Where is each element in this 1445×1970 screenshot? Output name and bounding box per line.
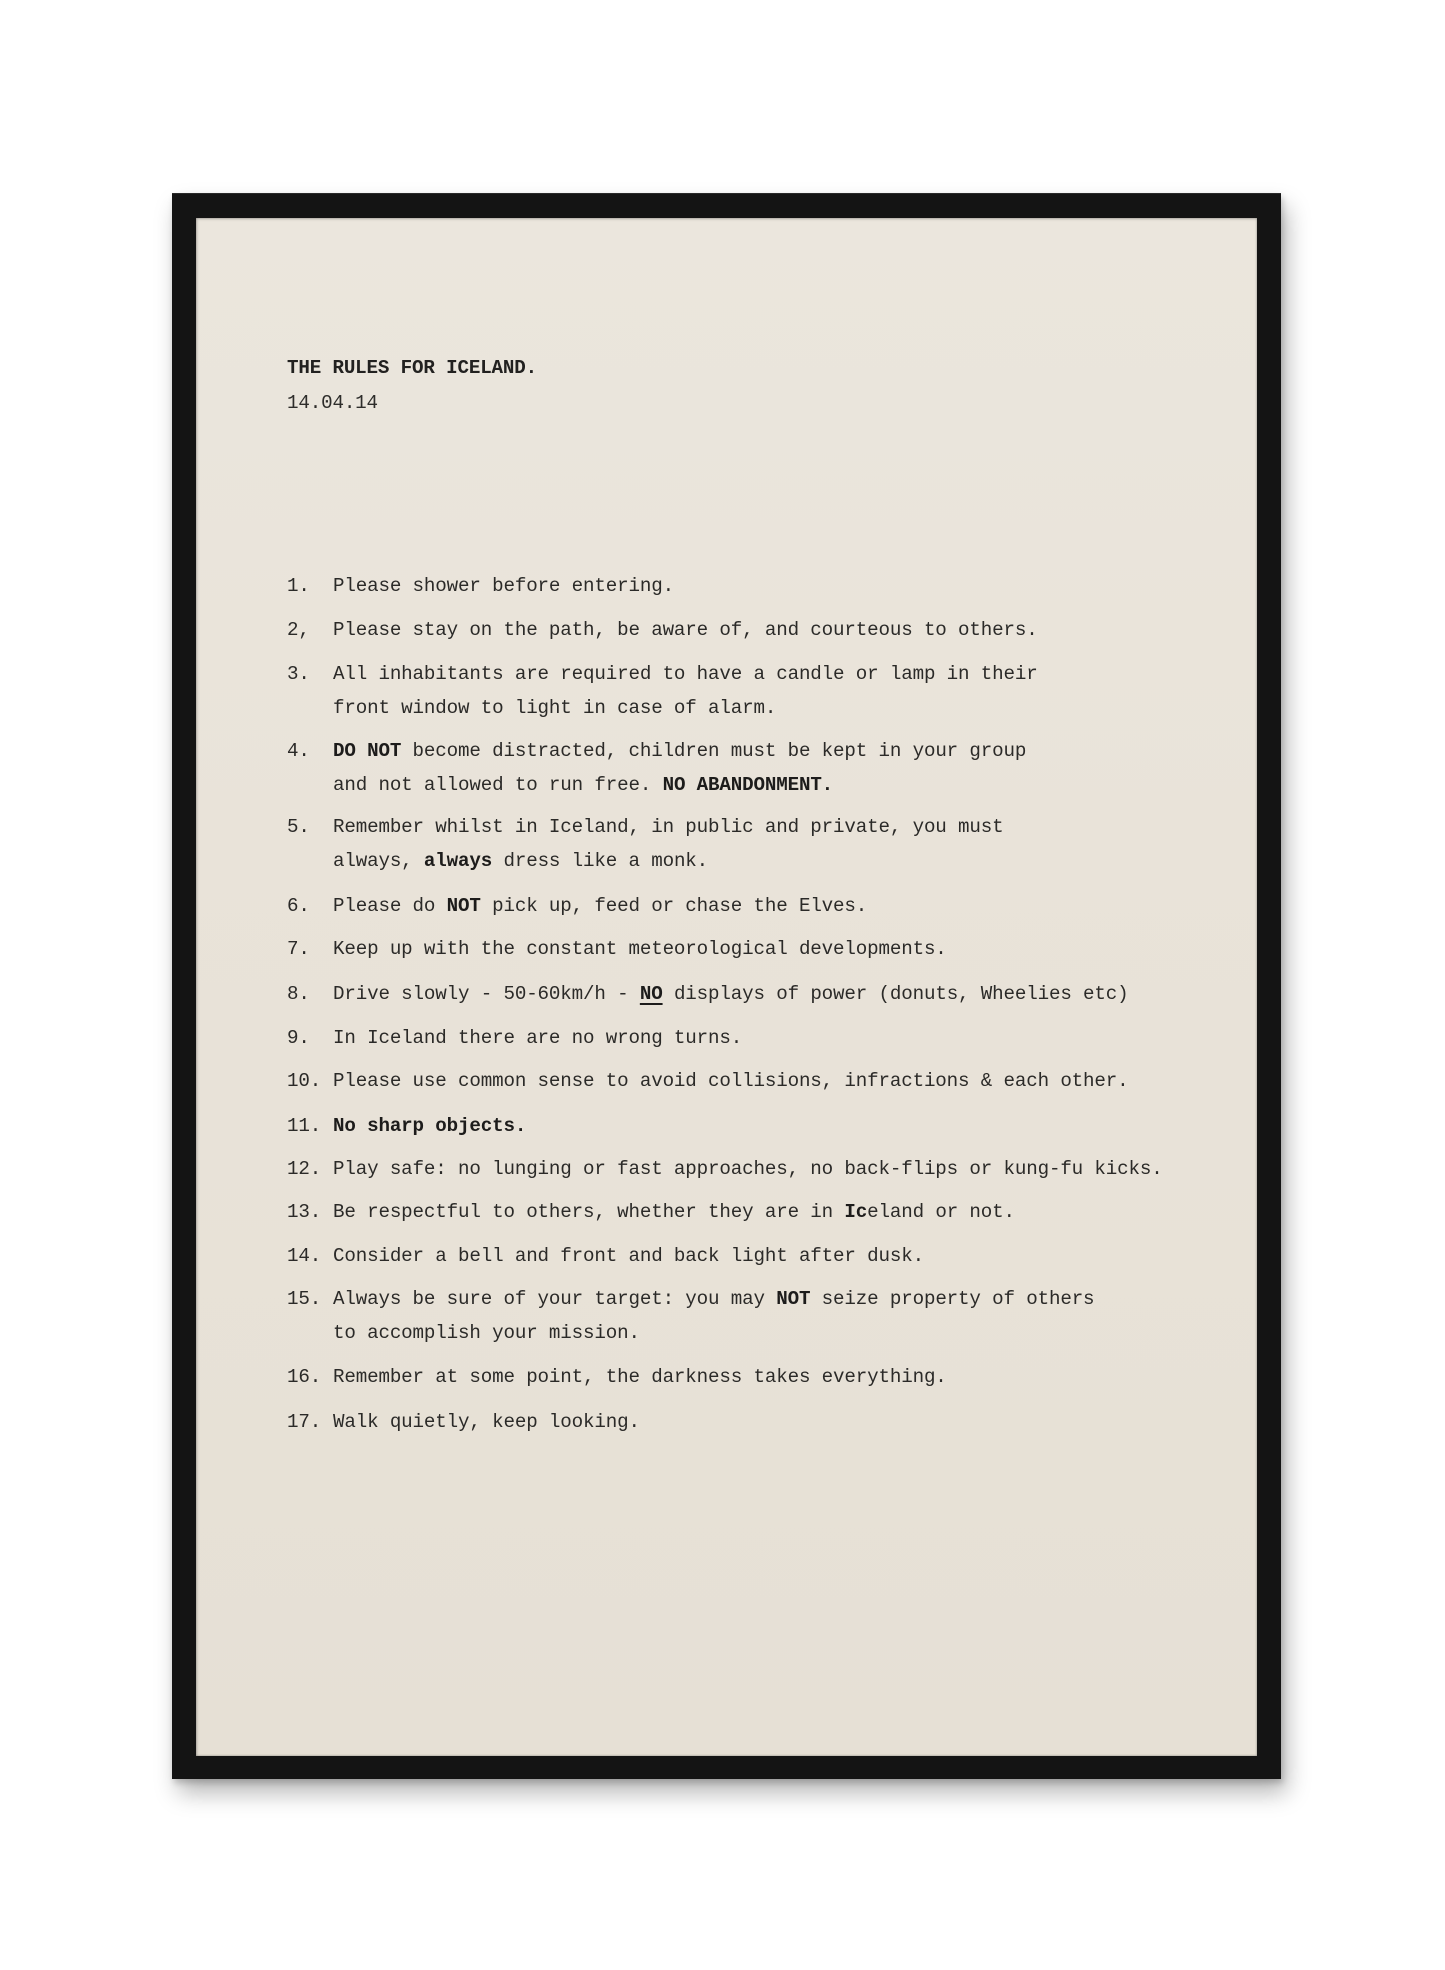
rule-text-fragment: Keep up with the constant meteorological developments.	[333, 938, 947, 960]
rule-number: 16.	[287, 1366, 322, 1388]
rule-text-line	[333, 613, 1038, 647]
rule-text-line	[333, 1282, 1094, 1316]
rule-number: 15.	[287, 1288, 322, 1310]
rule-text	[333, 1195, 1015, 1229]
rule-item	[287, 1239, 1187, 1273]
rule-text-fragment: eland or not.	[867, 1201, 1015, 1223]
rule-number: 13.	[287, 1201, 322, 1223]
emphasized-text: NO ABANDONMENT.	[662, 774, 834, 796]
rule-item	[287, 1282, 1187, 1350]
rule-text-fragment: Please use common sense to avoid collisions, infractions & each other.	[333, 1070, 1129, 1092]
rule-text	[333, 1405, 640, 1439]
rule-text	[333, 932, 947, 966]
emphasized-text: No sharp objects.	[333, 1115, 527, 1137]
rule-text-fragment: Remember whilst in Iceland, in public and private, you must	[333, 816, 1004, 838]
rule-text-line	[333, 1195, 1015, 1229]
rule-number: 9.	[287, 1027, 310, 1049]
rule-text-line	[333, 1064, 1129, 1098]
rule-number: 1.	[287, 575, 310, 597]
rule-text-line	[333, 1316, 1094, 1350]
rule-text-fragment: displays of power (donuts, Wheelies etc)	[662, 983, 1129, 1005]
rule-text	[333, 810, 1004, 878]
rule-text-fragment: Consider a bell and front and back light after dusk.	[333, 1245, 924, 1267]
rule-text-fragment: All inhabitants are required to have a candle or lamp in their	[333, 663, 1038, 685]
rule-text-fragment: Please shower before entering.	[333, 575, 674, 597]
rule-number: 6.	[287, 895, 310, 917]
rule-text-fragment: pick up, feed or chase the Elves.	[480, 895, 868, 917]
rule-item	[287, 889, 1187, 923]
rule-text-line	[333, 569, 674, 603]
emphasized-text: NO	[639, 983, 663, 1005]
rule-text-fragment: Remember at some point, the darkness takes everything.	[333, 1366, 947, 1388]
rule-text-line	[333, 889, 867, 923]
rule-item	[287, 1021, 1187, 1055]
rule-item	[287, 1064, 1187, 1098]
rule-text-line	[333, 691, 1038, 725]
emphasized-text: always	[423, 850, 493, 872]
rule-text-fragment: and not allowed to run free.	[333, 774, 663, 796]
rule-text-line	[333, 1405, 640, 1439]
rule-text-fragment: Drive slowly - 50-60km/h -	[333, 983, 640, 1005]
rule-text	[333, 1064, 1129, 1098]
rule-text-fragment: Please stay on the path, be aware of, and courteous to others.	[333, 619, 1038, 641]
rule-text-fragment: Be respectful to others, whether they are in	[333, 1201, 845, 1223]
rule-text	[333, 1360, 947, 1394]
rule-text	[333, 1282, 1094, 1350]
rule-text	[333, 657, 1038, 725]
rule-text-line	[333, 1021, 742, 1055]
page-date: 14.04.14	[287, 392, 378, 414]
rule-text-fragment: always,	[333, 850, 424, 872]
rule-number: 7.	[287, 938, 310, 960]
rule-text-line	[333, 932, 947, 966]
rule-text-line	[333, 977, 1129, 1011]
rule-text-fragment: seize property of others	[810, 1288, 1095, 1310]
rule-text	[333, 889, 867, 923]
rule-text-fragment: In Iceland there are no wrong turns.	[333, 1027, 743, 1049]
rule-text	[333, 613, 1038, 647]
rule-item	[287, 810, 1187, 878]
rule-text-line	[333, 734, 1026, 768]
typed-page	[196, 218, 1257, 1756]
rule-number: 4.	[287, 740, 310, 762]
rule-text-fragment: Walk quietly, keep looking.	[333, 1411, 640, 1433]
rule-text-line	[333, 1360, 947, 1394]
rule-text-fragment: front window to light in case of alarm.	[333, 697, 777, 719]
rule-item	[287, 1109, 1187, 1143]
rule-text	[333, 977, 1129, 1011]
picture-frame	[172, 193, 1281, 1779]
rule-item	[287, 734, 1187, 802]
rule-item	[287, 569, 1187, 603]
rule-text	[333, 569, 674, 603]
rule-number: 5.	[287, 816, 310, 838]
rule-number: 11.	[287, 1115, 322, 1137]
rule-text-fragment: dress like a monk.	[492, 850, 709, 872]
rule-item	[287, 657, 1187, 725]
rule-item	[287, 1360, 1187, 1394]
rule-number: 8.	[287, 983, 310, 1005]
rule-text-fragment: Please do	[333, 895, 447, 917]
rule-number: 2,	[287, 619, 310, 641]
rule-number: 10.	[287, 1070, 322, 1092]
rule-number: 12.	[287, 1158, 322, 1180]
page-title: THE RULES FOR ICELAND.	[287, 357, 538, 379]
rule-text-fragment: Play safe: no lunging or fast approaches, no back-flips or kung-fu kicks.	[333, 1158, 1163, 1180]
rule-item	[287, 1152, 1187, 1186]
rule-text-fragment: to accomplish your mission.	[333, 1322, 640, 1344]
emphasized-text: NOT	[446, 895, 481, 917]
rule-text	[333, 1152, 1163, 1186]
rule-number: 3.	[287, 663, 310, 685]
rule-text-fragment: Always be sure of your target: you may	[333, 1288, 777, 1310]
rule-number: 14.	[287, 1245, 322, 1267]
emphasized-text: Ic	[844, 1201, 868, 1223]
rule-text	[333, 1239, 924, 1273]
rule-text	[333, 1109, 526, 1143]
rule-text-line	[333, 1239, 924, 1273]
rule-text-line	[333, 768, 1026, 802]
rule-text-fragment: become distracted, children must be kept in your group	[401, 740, 1027, 762]
rule-text	[333, 734, 1026, 802]
rule-text-line	[333, 1109, 526, 1143]
rule-text-line	[333, 844, 1004, 878]
rule-text-line	[333, 1152, 1163, 1186]
rule-text-line	[333, 657, 1038, 691]
rule-text-line	[333, 810, 1004, 844]
emphasized-text: NOT	[776, 1288, 811, 1310]
emphasized-text: DO NOT	[333, 740, 402, 762]
rule-item	[287, 1405, 1187, 1439]
rule-item	[287, 932, 1187, 966]
rule-item	[287, 977, 1187, 1011]
rule-text	[333, 1021, 742, 1055]
rule-item	[287, 613, 1187, 647]
rule-number: 17.	[287, 1411, 322, 1433]
rule-item	[287, 1195, 1187, 1229]
